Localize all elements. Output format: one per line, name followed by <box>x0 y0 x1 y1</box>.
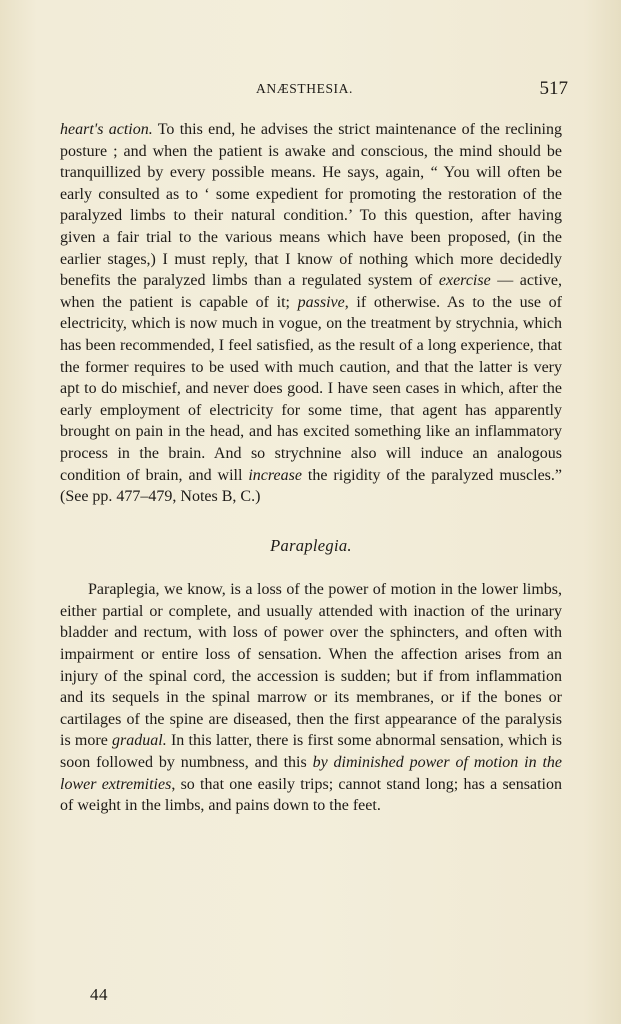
text-run: To this end, he advises the strict maintenance of the reclining posture ; and when the patient is awake and conscious, the mind should be tranquillized by every possible means. He says, again, “ You will often be early consulted as to ‘ some expedient for promoting the restoration of the paralyzed limbs to their natural condition.’ To this question, after having given a fair trial to the various means which have been proposed, (in the earlier stages,) I must reply, that I know of nothing which more decidedly benefits the paralyzed limbs than a regulated system of <box>60 121 562 290</box>
signature-mark: 44 <box>90 985 108 1004</box>
section-heading-paraplegia: Paraplegia. <box>270 535 352 555</box>
italic-phrase: heart's action. <box>60 121 153 138</box>
body-text <box>60 119 562 817</box>
italic-increase: increase <box>248 466 302 484</box>
page-header <box>60 78 568 100</box>
italic-passive: passive <box>297 293 345 311</box>
paragraph-hearts-action <box>60 119 562 508</box>
text-run: the rigidity of the paralyzed muscles.” (See pp. 477–479, Notes B, C.) <box>60 466 562 506</box>
text-run: Paraplegia, we know, is a loss of the power of motion in the lower limbs, either partial or complete, and usually attended with inaction of the urinary bladder and rectum, with loss of power over the sphincters, and often with impairment or entire loss of sensation. When the affection arises from an injury of the spinal cord, the accession is sudden; but if from inflammation and its sequels in the spinal marrow or its membranes, or if the bones or cartilages of the spine are diseased, then the first appearance of the paralysis is more <box>60 581 562 750</box>
text-run: , if otherwise. As to the use of electricity, which is now much in vogue, on the treatment by strychnia, which has been recommended, I feel satisfied, as the result of a long experience, that the former requires to be used with much caution, and that the latter is very apt to do mischief, and never does good. I have seen cases in which, after the early employment of electricity for some time, that agent has apparently brought on pain in the head, and has excited something like an inflammatory process in the brain. And so strychnine also will induce an analogous condition of brain, and will <box>60 293 562 484</box>
text-run: , so that one easily trips; cannot stand long; has a sensation of weight in the limbs, and pains down to the feet. <box>60 775 562 815</box>
paragraph-paraplegia <box>60 579 562 817</box>
running-title: ANÆSTHESIA. <box>256 81 353 96</box>
italic-diminished-power: by diminished power of motion in the lower extremities <box>60 754 563 793</box>
text-run: — active, when the patient is capable of it; <box>60 272 562 311</box>
text-run: In this latter, there is first some abnormal sensation, which is soon followed by numbness, and this <box>60 732 563 772</box>
page-number: 517 <box>539 78 568 99</box>
italic-gradual: gradual. <box>112 732 167 750</box>
italic-exercise: exercise <box>438 272 491 290</box>
